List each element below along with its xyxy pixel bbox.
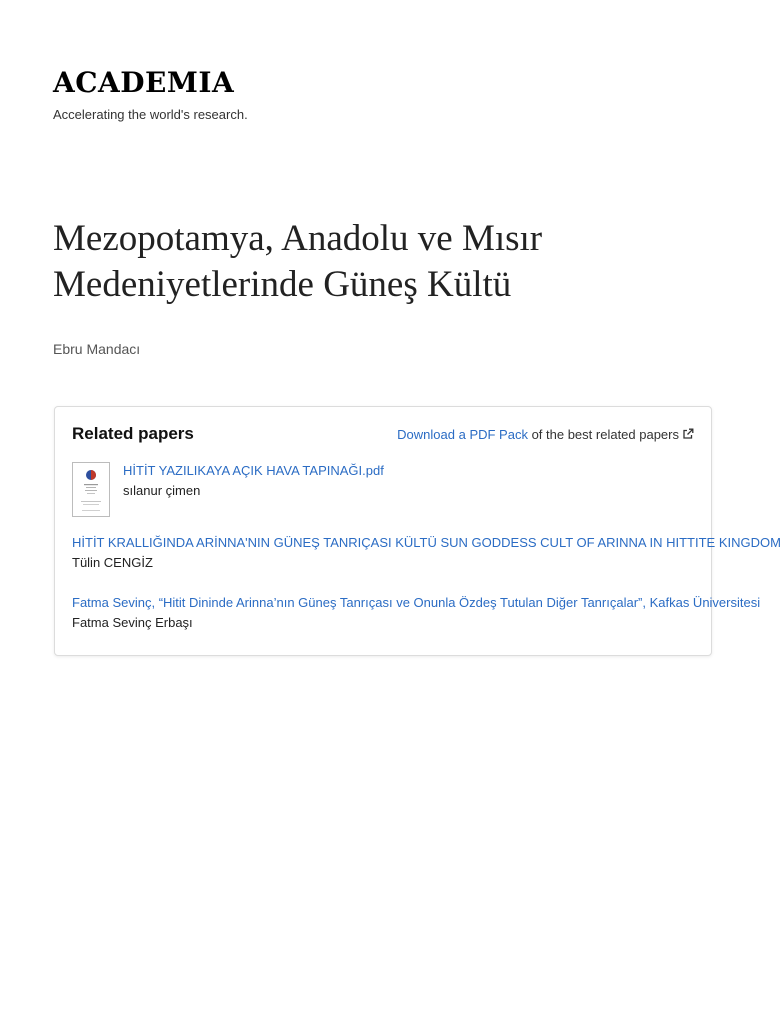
related-paper-3 — [72, 595, 761, 630]
related-papers-heading: Related papers — [72, 424, 194, 443]
related-papers-card — [54, 406, 781, 656]
document-title: Mezopotamya, Anadolu ve Mısır Medeniyetlerinde Güneş Kültü — [53, 218, 543, 305]
related-paper-author: sılanur çimen — [123, 483, 201, 498]
related-paper-author: Tülin CENGİZ — [72, 555, 153, 570]
related-paper-title[interactable]: HİTİT YAZILIKAYA AÇIK HAVA TAPINAĞI.pdf — [123, 463, 384, 478]
related-paper-title[interactable]: HİTİT KRALLIĞINDA ARİNNA'NIN GÜNEŞ TANRIÇASI KÜLTÜ SUN GODDESS CULT OF ARINNA IN HITTITE KINGDOM — [72, 535, 781, 550]
pdf-pack-suffix: of the best related papers — [527, 427, 679, 442]
document-author: Ebru Mandacı — [53, 341, 141, 357]
external-link-icon[interactable] — [682, 428, 694, 443]
academia-logo[interactable]: ACADEMIA — [53, 66, 235, 99]
related-paper-1 — [123, 463, 683, 498]
tagline: Accelerating the world's research. — [53, 107, 248, 122]
document-thumbnail-icon[interactable] — [72, 462, 110, 517]
related-paper-author: Fatma Sevinç Erbaşı — [72, 615, 193, 630]
related-paper-2 — [72, 535, 781, 570]
pdf-pack-line — [397, 427, 694, 443]
download-pdf-pack-link[interactable]: Download a PDF Pack — [397, 427, 528, 442]
related-paper-title[interactable]: Fatma Sevinç, “Hitit Dininde Arinna’nın Güneş Tanrıçası ve Onunla Özdeş Tutulan Diğer Tanrıçalar”, Kafkas Üniversitesi — [72, 595, 761, 610]
